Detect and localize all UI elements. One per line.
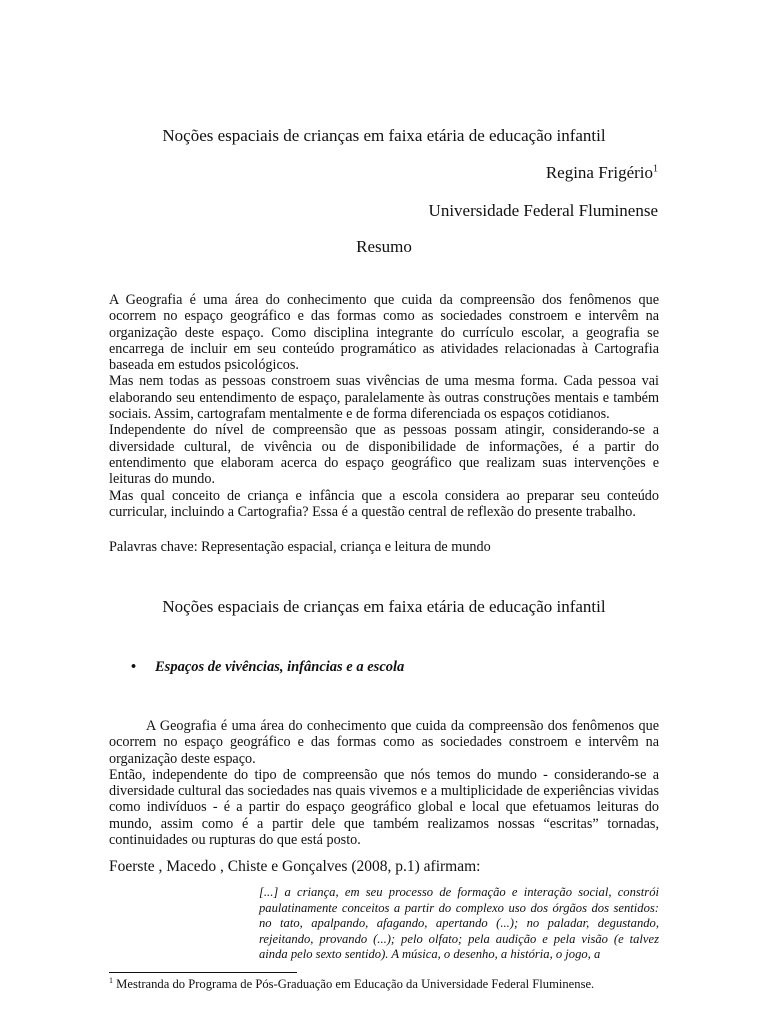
author-footnote-mark: 1 xyxy=(653,163,658,175)
body-title: Noções espaciais de crianças em faixa etária de educação infantil xyxy=(162,597,606,616)
abstract-paragraph: Mas nem todas as pessoas constroem suas vivências de uma mesma forma. Cada pessoa vai elaborando seu entendimento de espaço, paralelamente às outras construções mentais e também sociais. Assim, cartografam mentalmente e de forma diferenciada os espaços cotidianos. xyxy=(109,373,659,423)
abstract-paragraph: A Geografia é uma área do conhecimento que cuida da compreensão dos fenômenos que ocorrem no espaço geográfico e das formas como as sociedades constroem e intervêm na organização deste espaço. Como disciplina integrante do currículo escolar, a geografia se encarrega de incluir em seu conteúdo programático as atividades relacionadas à Cartografia baseada em estudos psicológicos. xyxy=(109,292,659,374)
footnote-text: Mestranda do Programa de Pós-Graduação em Educação da Universidade Federal Fluminense. xyxy=(116,977,595,991)
keywords-line: Palavras chave: Representação espacial, criança e leitura de mundo xyxy=(109,539,491,555)
block-quote: [...] a criança, em seu processo de formação e interação social, constrói paulatinamente conceitos a partir do complexo uso dos órgãos dos sentidos: no tato, apalpando, afagando, apertando (...); no paladar, degustando, rejeitando, provando (...); pelo olfato; pela audição e pela visão (e talvez ainda pelo sexto sentido). A música, o desenho, a história, o jogo, a xyxy=(259,885,659,962)
abstract-body xyxy=(109,292,659,520)
section-heading: Espaços de vivências, infâncias e a escola xyxy=(155,659,405,675)
document-title: Noções espaciais de crianças em faixa etária de educação infantil xyxy=(162,126,606,145)
section-heading-item xyxy=(131,658,404,676)
body-paragraph: Então, independente do tipo de compreensão que nós temos do mundo - considerando-se a diversidade cultural das sociedades nas quais vivemos e a multiplicidade de experiências vividas como indivíduos - é a partir do espaço geográfico global e local que efetuamos leituras do mundo, assim como é a partir dele que também realizamos nossas “escritas” tornadas, continuidades ou rupturas do que está posto. xyxy=(109,766,659,849)
author-line xyxy=(546,163,658,183)
institution-name: Universidade Federal Fluminense xyxy=(428,201,658,220)
footnote-mark: 1 xyxy=(109,975,113,985)
author-name: Regina Frigério xyxy=(545,163,653,182)
abstract-heading: Resumo xyxy=(356,237,412,256)
abstract-paragraph: Mas qual conceito de criança e infância que a escola considera ao preparar seu conteúdo curricular, incluindo a Cartografia? Essa é a questão central de reflexão do presente trabalho. xyxy=(109,487,659,520)
citation-intro: Foerste , Macedo , Chiste e Gonçalves (2008, p.1) afirmam: xyxy=(109,858,481,875)
body-paragraph: A Geografia é uma área do conhecimento que cuida da compreensão dos fenômenos que ocorrem no espaço geográfico e das formas como as sociedades constroem e intervêm na organização deste espaço. xyxy=(109,718,659,767)
footnote xyxy=(109,977,594,992)
body-text xyxy=(109,718,659,848)
footnote-divider xyxy=(109,972,297,973)
abstract-paragraph: Independente do nível de compreensão que as pessoas possam atingir, considerando-se a diversidade cultural, de vivência ou de disponibilidade de informações, é a partir do entendimento que elaboram acerca do espaço geográfico que realizam suas intervenções e leituras do mundo. xyxy=(109,422,659,488)
bullet-icon: • xyxy=(131,659,137,675)
